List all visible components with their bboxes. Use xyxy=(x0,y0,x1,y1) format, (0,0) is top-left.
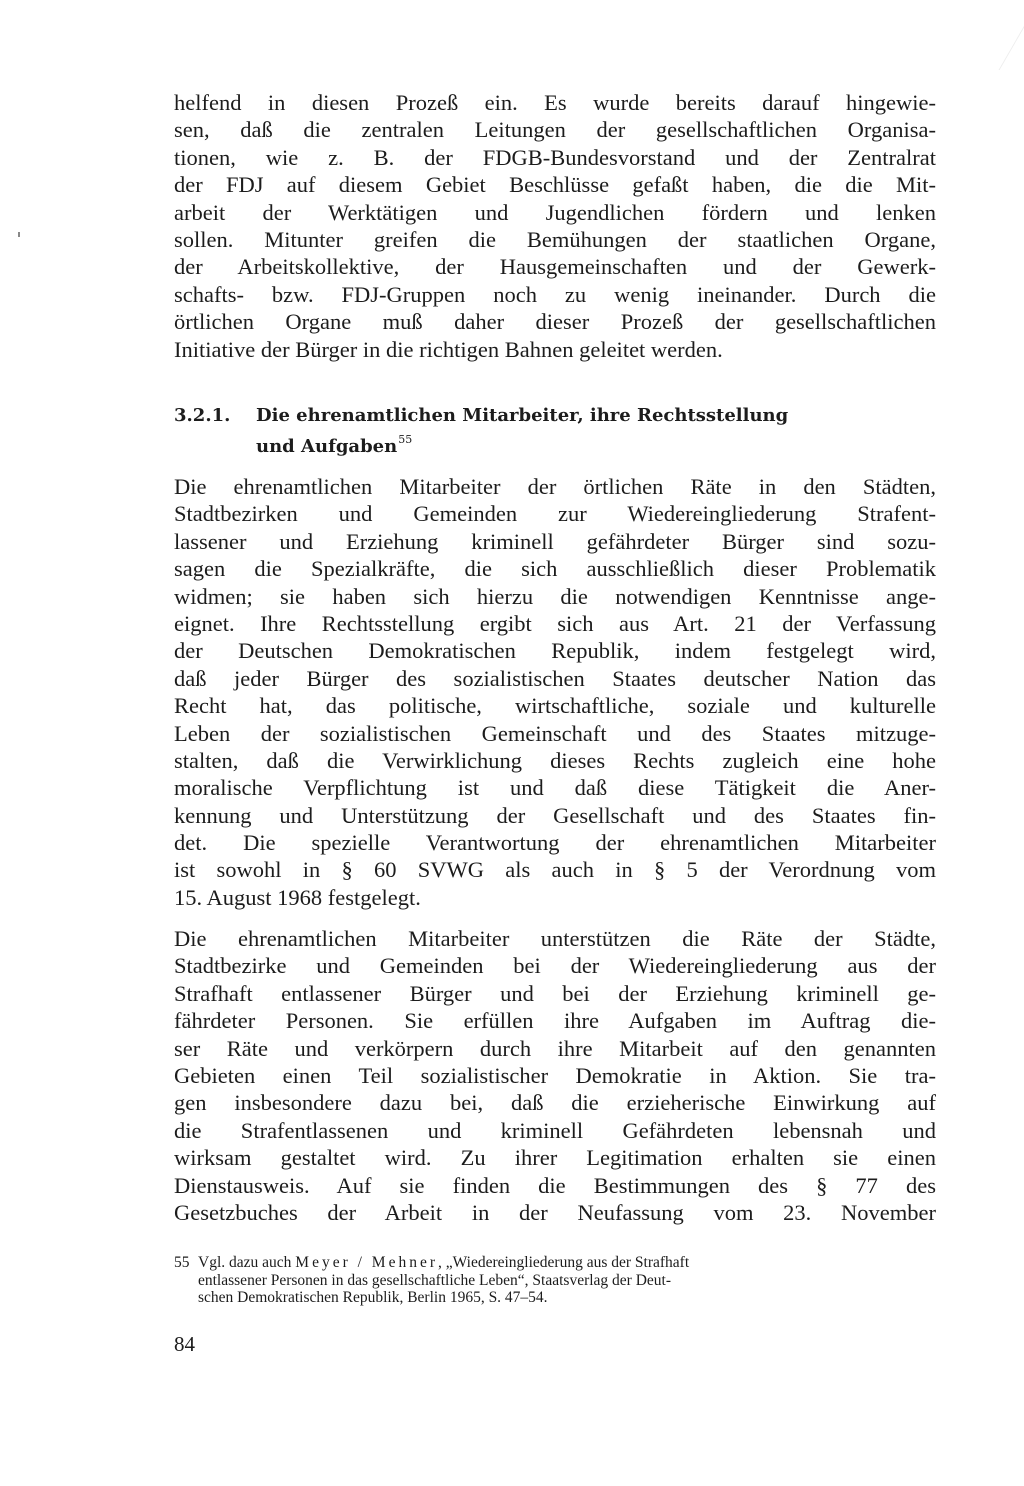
footnote-text: schen Demokratischen Republik, Berlin 1965, S. 47–54. xyxy=(198,1289,548,1306)
text-line: sen, daß die zentralen Leitungen der gesellschaftlichen Organisa- xyxy=(174,117,936,143)
footnote-text: entlassener Personen in das gesellschaftliche Leben“, Staatsverlag der Deut- xyxy=(198,1271,671,1289)
text-line: Die ehrenamtlichen Mitarbeiter unterstützen die Räte der Städte, xyxy=(174,926,936,951)
footnote-title: , „Wiedereingliederung aus der Strafhaft xyxy=(438,1254,690,1271)
text-line: det. Die spezielle Verantwortung der ehrenamtlichen Mitarbeiter xyxy=(174,830,936,856)
text-line: sollen. Mitunter greifen die Bemühungen der staatlichen Organe, xyxy=(174,226,936,252)
text-line: sagen die Spezialkräfte, die sich ausschließlich dieser Problematik xyxy=(174,556,936,582)
footnote-number: 55 xyxy=(174,1254,190,1271)
footnote-line-3 xyxy=(174,1289,936,1307)
paragraph-duties xyxy=(174,925,936,1226)
text-line: eignet. Ihre Rechtsstellung ergibt sich aus Art. 21 der Verfassung xyxy=(174,610,936,636)
text-line: Stadtbezirken und Gemeinden zur Wiedereingliederung Strafent- xyxy=(174,501,936,527)
text-line: Dienstausweis. Auf sie finden die Bestimmungen des § 77 des xyxy=(174,1172,936,1198)
text-line: kennung und Unterstützung der Gesellschaft und des Staates fin- xyxy=(174,802,936,828)
text-line: ist sowohl in § 60 SVWG als auch in § 5 der Verordnung vom xyxy=(174,857,936,883)
text-line: der FDJ auf diesem Gebiet Beschlüsse gefaßt haben, die die Mit- xyxy=(174,172,936,198)
footnote-prefix: Vgl. dazu auch xyxy=(198,1254,296,1271)
text-line: Recht hat, das politische, wirtschaftliche, soziale und kulturelle xyxy=(174,693,936,719)
text-line: Initiative der Bürger in die richtigen Bahnen geleitet werden. xyxy=(174,336,723,362)
footnote xyxy=(174,1254,936,1307)
text-line: der Arbeitskollektive, der Hausgemeinschaften und der Gewerk- xyxy=(174,254,936,280)
text-line: daß jeder Bürger des sozialistischen Staates deutscher Nation das xyxy=(174,665,936,691)
text-line: wirksam gestaltet wird. Zu ihrer Legitimation erhalten sie einen xyxy=(174,1145,936,1171)
text-line: lassener und Erziehung kriminell gefährdeter Bürger sind sozu- xyxy=(174,528,936,554)
paragraph-continuation xyxy=(174,89,936,363)
page-number: 84 xyxy=(174,1332,195,1356)
text-line: örtlichen Organe muß daher dieser Prozeß der gesellschaftlichen xyxy=(174,309,936,335)
text-line: Gebieten einen Teil sozialistischer Demokratie in Aktion. Sie tra- xyxy=(174,1062,936,1088)
text-line: schafts- bzw. FDJ-Gruppen noch zu wenig ineinander. Durch die xyxy=(174,281,936,307)
text-line: tionen, wie z. B. der FDGB-Bundesvorstand und der Zentralrat xyxy=(174,144,936,170)
text-line: Stadtbezirke und Gemeinden bei der Wiedereingliederung aus der xyxy=(174,953,936,979)
text-line: Strafhaft entlassener Bürger und bei der Erziehung kriminell ge- xyxy=(174,980,936,1006)
text-line: ser Räte und verkörpern durch ihre Mitarbeit auf den genannten xyxy=(174,1035,936,1061)
text-line: gen insbesondere dazu bei, daß die erzieherische Einwirkung auf xyxy=(174,1090,936,1116)
scan-margin-mark xyxy=(18,232,20,237)
text-line: Leben der sozialistischen Gemeinschaft und des Staates mitzuge- xyxy=(174,720,936,746)
text-line: helfend in diesen Prozeß ein. Es wurde bereits darauf hingewie- xyxy=(174,90,936,115)
text-line: die Strafentlassenen und kriminell Gefährdeten lebensnah und xyxy=(174,1117,936,1143)
text-line: moralische Verpflichtung ist und daß diese Tätigkeit die Aner- xyxy=(174,775,936,801)
footnote-line-2 xyxy=(174,1272,936,1290)
text-line: Die ehrenamtlichen Mitarbeiter der örtlichen Räte in den Städten, xyxy=(174,474,936,499)
text-line: widmen; sie haben sich hierzu die notwendigen Kenntnisse ange- xyxy=(174,583,936,609)
text-line: stalten, daß die Verwirklichung dieses Rechts zugleich eine hohe xyxy=(174,747,936,773)
text-line: Gesetzbuches der Arbeit in der Neufassung vom 23. November xyxy=(174,1199,936,1225)
footnote-authors: Meyer / Mehner xyxy=(295,1254,438,1271)
text-line: arbeit der Werktätigen und Jugendlichen fördern und lenken xyxy=(174,199,936,225)
scan-corner-mark xyxy=(959,20,1024,70)
section-heading xyxy=(174,404,814,459)
section-title-line-2: und Aufgaben xyxy=(256,436,398,457)
text-line: fährdeter Personen. Sie erfüllen ihre Aufgaben im Auftrag die- xyxy=(174,1008,936,1034)
text-line: 15. August 1968 festgelegt. xyxy=(174,884,421,910)
footnote-reference: 55 xyxy=(398,433,413,446)
paragraph-legal-status xyxy=(174,473,936,911)
footnote-line-1 xyxy=(174,1254,936,1272)
section-title-line-1: Die ehrenamtlichen Mitarbeiter, ihre Rechtsstellung xyxy=(256,405,789,426)
text-line: der Deutschen Demokratischen Republik, indem festgelegt wird, xyxy=(174,638,936,664)
section-number: 3.2.1. xyxy=(174,405,231,426)
